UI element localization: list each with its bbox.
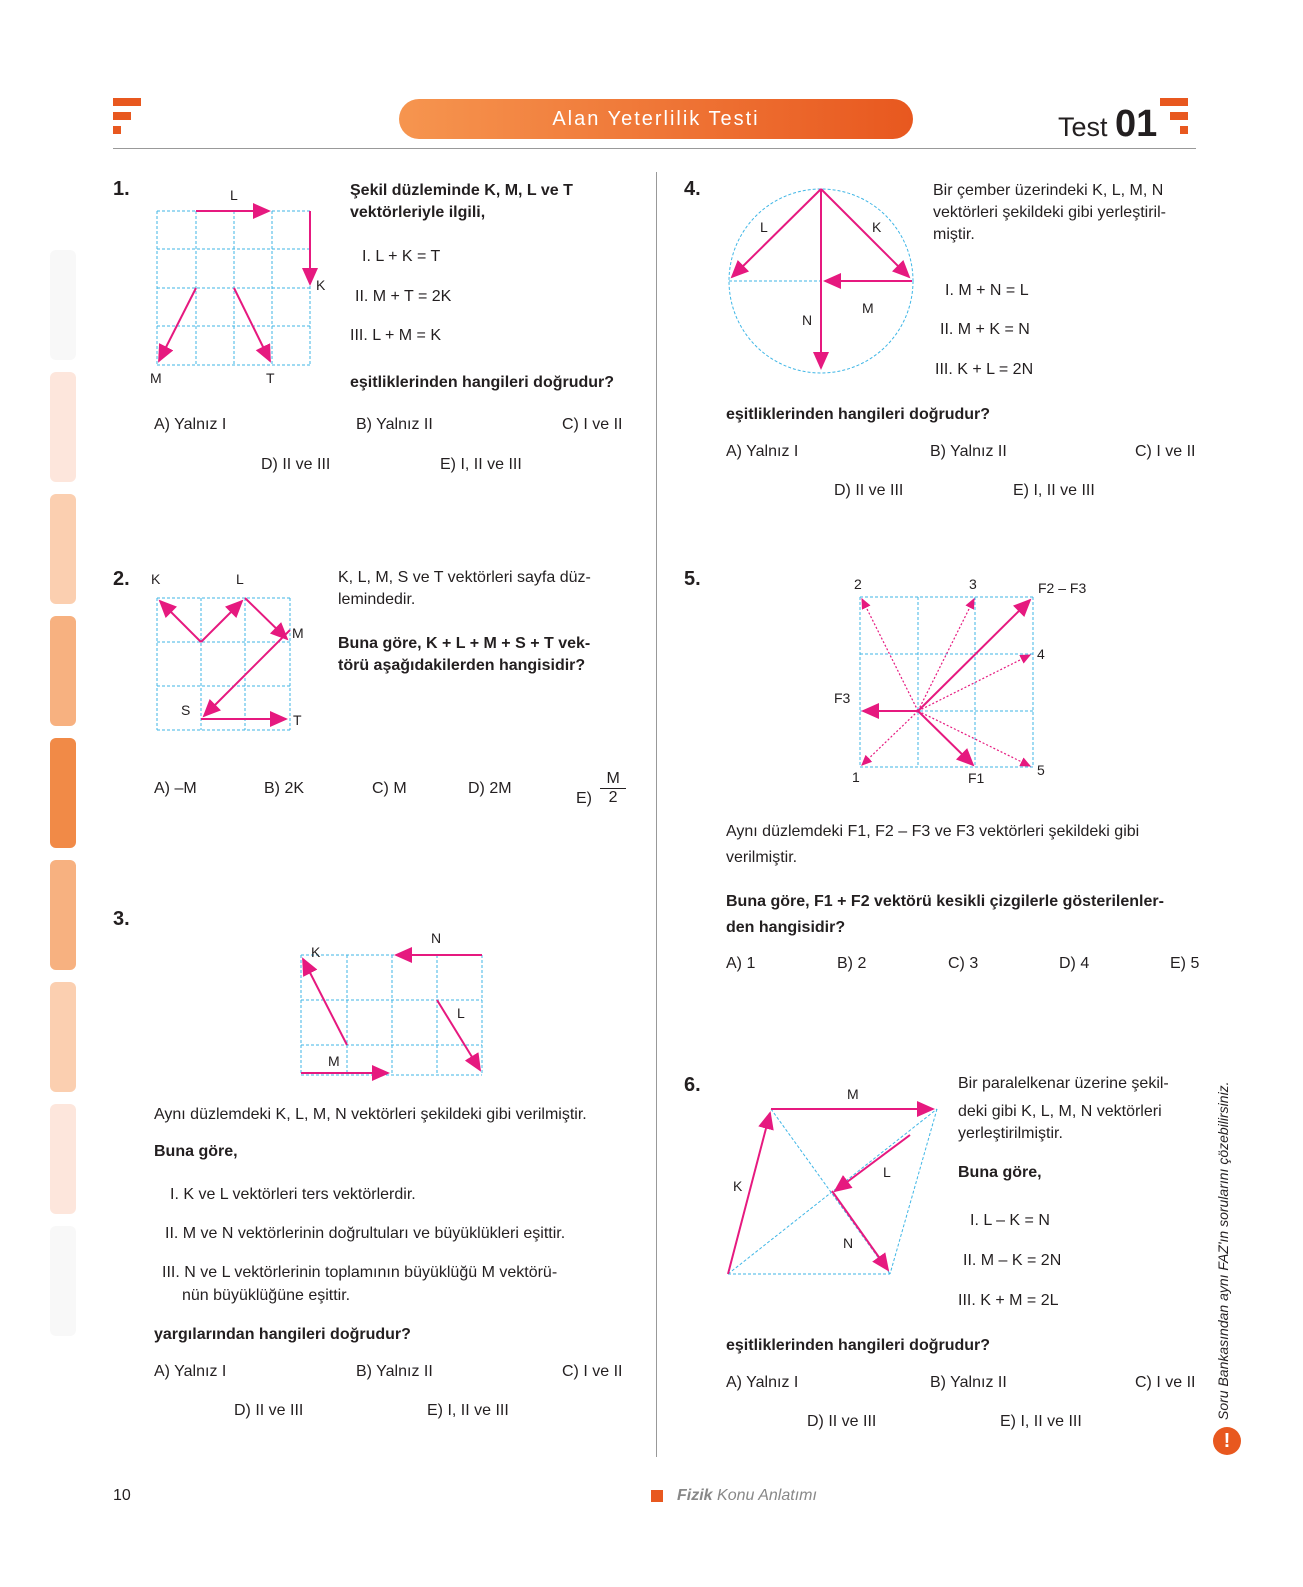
q5-number: 5.	[684, 568, 701, 590]
header-divider	[113, 148, 1196, 149]
q5-label-3: 3	[969, 576, 977, 592]
q3-option-e[interactable]: E) I, II ve III	[427, 1402, 509, 1419]
q3-figure	[295, 925, 495, 1085]
q3-text: Aynı düzlemdeki K, L, M, N vektörleri şekildeki gibi verilmiştir.	[154, 1106, 587, 1123]
q3-lead: Buna göre,	[154, 1143, 238, 1160]
q5-option-e[interactable]: E) 5	[1170, 955, 1200, 972]
side-note: Soru Bankasından aynı FAZ'ın sorularını çözebilirsiniz.	[1215, 1081, 1231, 1420]
q1-text-2: vektörleriyle ilgili,	[350, 204, 486, 221]
q5-label-2: 2	[854, 576, 862, 592]
q1-option-e[interactable]: E) I, II ve III	[440, 456, 522, 473]
q5-figure	[830, 575, 1087, 790]
q2-label-K: K	[151, 571, 161, 587]
q5-text-2: verilmiştir.	[726, 849, 798, 866]
q3-option-a[interactable]: A) Yalnız I	[154, 1363, 227, 1380]
q6-lead: Buna göre,	[958, 1164, 1042, 1181]
q4-option-a[interactable]: A) Yalnız I	[726, 443, 799, 460]
q6-text-2: deki gibi K, L, M, N vektörleri	[958, 1103, 1162, 1120]
side-tab	[50, 1104, 76, 1214]
q4-number: 4.	[684, 178, 701, 200]
q1-option-c[interactable]: C) I ve II	[562, 416, 623, 433]
q5-label-5: 5	[1037, 762, 1045, 778]
q6-option-b[interactable]: B) Yalnız II	[930, 1374, 1007, 1391]
q2-text-1: K, L, M, S ve T vektörleri sayfa düz-	[338, 569, 591, 586]
q4-label-N: N	[802, 312, 813, 328]
side-tab	[50, 616, 76, 726]
q6-text-3: yerleştirilmiştir.	[958, 1125, 1063, 1142]
q4-label-L: L	[760, 219, 768, 235]
q3-statement-2: II. M ve N vektörlerinin doğrultuları ve büyüklükleri eşittir.	[165, 1225, 566, 1242]
q6-label-L: L	[883, 1164, 891, 1180]
q6-option-c[interactable]: C) I ve II	[1135, 1374, 1196, 1391]
q4-label-M: M	[862, 300, 874, 316]
q2-label-S: S	[181, 702, 191, 718]
q5-option-b[interactable]: B) 2	[837, 955, 867, 972]
column-divider	[656, 172, 657, 1457]
q2-option-c[interactable]: C) M	[372, 780, 407, 797]
footer-square-icon	[651, 1490, 663, 1502]
q2-question-2: törü aşağıdakilerden hangisidir?	[338, 657, 586, 674]
side-tab	[50, 860, 76, 970]
q5-label-F2F3: F2 – F3	[1038, 580, 1087, 596]
q2-option-e-denominator: 2	[608, 789, 618, 806]
q6-question: eşitliklerinden hangileri doğrudur?	[726, 1337, 991, 1354]
q5-label-F3: F3	[834, 690, 851, 706]
q2-label-M: M	[292, 625, 304, 641]
q4-question: eşitliklerinden hangileri doğrudur?	[726, 406, 991, 423]
side-tab	[50, 494, 76, 604]
q3-label-N: N	[431, 930, 442, 946]
q4-statement-1: I. M + N = L	[945, 282, 1029, 299]
q1-label-L: L	[230, 187, 238, 203]
q3-label-M: M	[328, 1053, 340, 1069]
section-title: Alan Yeterlilik Testi	[399, 99, 913, 139]
q2-option-a[interactable]: A) –M	[154, 780, 197, 797]
q1-question: eşitliklerinden hangileri doğrudur?	[350, 374, 615, 391]
q4-statement-3: III. K + L = 2N	[935, 361, 1034, 378]
q5-option-a[interactable]: A) 1	[726, 955, 756, 972]
q3-label-K: K	[311, 944, 321, 960]
q2-number: 2.	[113, 568, 130, 590]
side-tab	[50, 982, 76, 1092]
q1-figure	[150, 185, 340, 390]
q1-number: 1.	[113, 178, 130, 200]
q6-label-K: K	[733, 1178, 743, 1194]
q5-text-1: Aynı düzlemdeki F1, F2 – F3 ve F3 vektörleri şekildeki gibi	[726, 823, 1140, 840]
q1-option-a[interactable]: A) Yalnız I	[154, 416, 227, 433]
q4-option-c[interactable]: C) I ve II	[1135, 443, 1196, 460]
q6-label-N: N	[843, 1235, 854, 1251]
q6-option-e[interactable]: E) I, II ve III	[1000, 1413, 1082, 1430]
q4-option-d[interactable]: D) II ve III	[834, 482, 904, 499]
q3-statement-3a: III. N ve L vektörlerinin toplamının büyüklüğü M vektörü-	[162, 1264, 558, 1281]
q6-number: 6.	[684, 1074, 701, 1096]
test-label: Test 01	[1058, 103, 1158, 145]
publisher-logo-left	[113, 98, 143, 138]
side-tab	[50, 1226, 76, 1336]
q1-label-M: M	[150, 370, 162, 386]
q5-label-4: 4	[1037, 646, 1045, 662]
q2-figure	[150, 570, 320, 740]
q4-option-e[interactable]: E) I, II ve III	[1013, 482, 1095, 499]
q3-statement-1: I. K ve L vektörleri ters vektörlerdir.	[170, 1186, 416, 1203]
q4-statement-2: II. M + K = N	[940, 321, 1030, 338]
q1-label-T: T	[266, 370, 275, 386]
q5-label-1: 1	[852, 769, 860, 785]
q2-text-2: lemindedir.	[338, 591, 416, 608]
q6-statement-2: II. M – K = 2N	[963, 1252, 1062, 1269]
q3-option-c[interactable]: C) I ve II	[562, 1363, 623, 1380]
footer-subject: Fizik Konu Anlatımı	[677, 1487, 817, 1504]
q6-statement-1: I. L – K = N	[970, 1212, 1050, 1229]
q3-option-b[interactable]: B) Yalnız II	[356, 1363, 433, 1380]
q2-label-T: T	[293, 712, 302, 728]
q5-question-1: Buna göre, F1 + F2 vektörü kesikli çizgilerle gösterilenler-	[726, 893, 1164, 910]
q6-option-d[interactable]: D) II ve III	[807, 1413, 877, 1430]
page-number: 10	[113, 1487, 131, 1504]
q6-figure	[720, 1085, 950, 1285]
q1-text-1: Şekil düzleminde K, M, L ve T	[350, 182, 573, 199]
q4-text-2: vektörleri şekildeki gibi yerleştiril-	[933, 204, 1166, 221]
q1-statement-1: I. L + K = T	[362, 248, 441, 265]
q2-question-1: Buna göre, K + L + M + S + T vek-	[338, 635, 591, 652]
q3-option-d[interactable]: D) II ve III	[234, 1402, 304, 1419]
q2-option-d[interactable]: D) 2M	[468, 780, 512, 797]
publisher-logo-right	[1160, 98, 1190, 138]
q2-option-e-numerator: M	[600, 770, 625, 789]
q6-option-a[interactable]: A) Yalnız I	[726, 1374, 799, 1391]
q4-label-K: K	[872, 219, 882, 235]
q5-option-d[interactable]: D) 4	[1059, 955, 1090, 972]
q4-text-3: miştir.	[933, 226, 975, 243]
q2-label-L: L	[236, 571, 244, 587]
q3-statement-3b: nün büyüklüğüne eşittir.	[182, 1287, 351, 1304]
q1-statement-2: II. M + T = 2K	[355, 288, 452, 305]
q1-option-d[interactable]: D) II ve III	[261, 456, 331, 473]
q4-option-b[interactable]: B) Yalnız II	[930, 443, 1007, 460]
q2-option-e[interactable]: E) $\frac{M}{2}$	[576, 770, 626, 807]
q6-text-1: Bir paralelkenar üzerine şekil-	[958, 1075, 1169, 1092]
q4-text-1: Bir çember üzerindeki K, L, M, N	[933, 182, 1164, 199]
q5-question-2: den hangisidir?	[726, 919, 846, 936]
q3-question: yargılarından hangileri doğrudur?	[154, 1326, 411, 1343]
q6-label-M: M	[847, 1086, 859, 1102]
q5-label-F1: F1	[968, 770, 985, 786]
q1-label-K: K	[316, 277, 326, 293]
side-tab	[50, 250, 76, 360]
q1-statement-3: III. L + M = K	[350, 327, 441, 344]
q3-label-L: L	[457, 1005, 465, 1021]
q2-option-b[interactable]: B) 2K	[264, 780, 305, 797]
q6-statement-3: III. K + M = 2L	[958, 1292, 1059, 1309]
q4-figure	[722, 180, 922, 380]
exclamation-icon: !	[1213, 1427, 1241, 1455]
q3-number: 3.	[113, 908, 130, 930]
q1-option-b[interactable]: B) Yalnız II	[356, 416, 433, 433]
q5-option-c[interactable]: C) 3	[948, 955, 979, 972]
side-tab	[50, 738, 76, 848]
side-tab	[50, 372, 76, 482]
